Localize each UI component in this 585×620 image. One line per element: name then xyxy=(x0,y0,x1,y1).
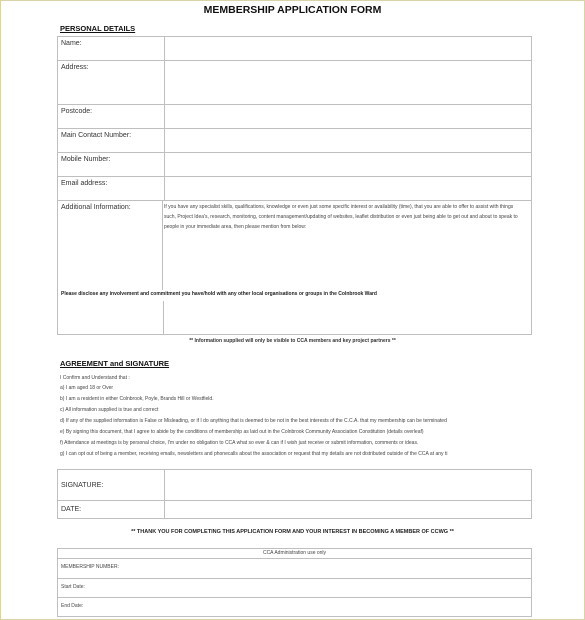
contact-row xyxy=(58,129,532,153)
name-row xyxy=(58,37,532,61)
form-title: MEMBERSHIP APPLICATION FORM xyxy=(203,4,382,16)
postcode-row xyxy=(58,105,532,129)
agreement-intro: I Confirm and Understand that : xyxy=(60,375,130,381)
date-field[interactable] xyxy=(165,501,532,519)
postcode-field[interactable] xyxy=(165,105,532,129)
name-field[interactable] xyxy=(165,37,532,61)
email-label: Email address: xyxy=(58,177,165,201)
agreement-heading: AGREEMENT and SIGNATURE xyxy=(60,359,170,368)
admin-header: CCA Administration use only xyxy=(58,549,532,559)
signature-row xyxy=(58,470,532,501)
membership-number-label: MEMBERSHIP NUMBER: xyxy=(58,559,532,579)
signature-table xyxy=(57,469,532,519)
visibility-note: ** Information supplied will only be visible to CCA members and key project partners ** xyxy=(189,338,396,344)
disclosure-field[interactable] xyxy=(164,301,532,335)
address-row xyxy=(58,61,532,105)
agreement-item: a) I am aged 18 or Over xyxy=(60,385,114,391)
agreement-item: f) Attendance at meetings is by personal choice, I'm under no obligation to CCA what so ever & can if I wish just receive or submit information, comments or ideas. xyxy=(60,440,419,446)
additional-info-row xyxy=(58,201,532,335)
disclosure-text: Please disclose any involvement and commitment you have/hold with any other local organisations or groups in the Colnbrook Ward xyxy=(61,291,377,297)
postcode-label: Postcode: xyxy=(58,105,165,129)
date-label: DATE: xyxy=(58,501,165,519)
agreement-item: c) All information supplied is true and correct xyxy=(60,407,159,413)
start-date-label: Start Date: xyxy=(58,579,532,598)
personal-details-heading: PERSONAL DETAILS xyxy=(60,24,136,33)
additional-info-label: Additional Information: xyxy=(58,201,163,290)
end-date-row xyxy=(58,598,532,617)
email-row xyxy=(58,177,532,201)
mobile-number-field[interactable] xyxy=(165,153,532,177)
date-row xyxy=(58,501,532,519)
agreement-item: d) If any of the supplied information is False or Misleading, or if I do anything that is deemed to be not in the best interests of the C.C.A. that my membership can be terminated xyxy=(60,418,447,424)
admin-table xyxy=(57,548,532,617)
personal-details-table xyxy=(57,36,532,335)
email-field[interactable] xyxy=(165,177,532,201)
end-date-label: End Date: xyxy=(58,598,532,617)
admin-header-row xyxy=(58,549,532,559)
mobile-number-label: Mobile Number: xyxy=(58,153,165,177)
mobile-row xyxy=(58,153,532,177)
contact-number-label: Main Contact Number: xyxy=(58,129,165,153)
start-date-row xyxy=(58,579,532,598)
agreement-item: g) I can opt out of being a member, receiving emails, newsletters and phonecalls about the association or request that my details are not distributed outside of the CCA at any ti xyxy=(60,451,448,457)
additional-info-cell xyxy=(58,201,532,335)
membership-number-row xyxy=(58,559,532,579)
contact-number-field[interactable] xyxy=(165,129,532,153)
additional-info-text: If you have any specialist skills, qualifications, knowledge or even just some specific interest or availability (time), that you are able to offer to assist with things such, Project Idea's, research, monitoring, content management/updating of websites, leaflet distribution or even just being able to get out and about to speak to people in your immediate area, then please mention from below: xyxy=(164,204,518,230)
name-label: Name: xyxy=(58,37,165,61)
address-label: Address: xyxy=(58,61,165,105)
agreement-item: e) By signing this document, that I agree to abide by the conditions of membership as laid out in the Colnbrook Community Association Constitution (details overleaf) xyxy=(60,429,424,435)
address-field[interactable] xyxy=(165,61,532,105)
thank-you-message: ** THANK YOU FOR COMPLETING THIS APPLICATION FORM AND YOUR INTEREST IN BECOMING A MEMBER OF CCWG ** xyxy=(131,529,454,535)
signature-field[interactable] xyxy=(165,470,532,501)
agreement-item: b) I am a resident in either Colnbrook, Poyle, Brands Hill or Westfield. xyxy=(60,396,214,402)
signature-label: SIGNATURE: xyxy=(58,470,165,501)
